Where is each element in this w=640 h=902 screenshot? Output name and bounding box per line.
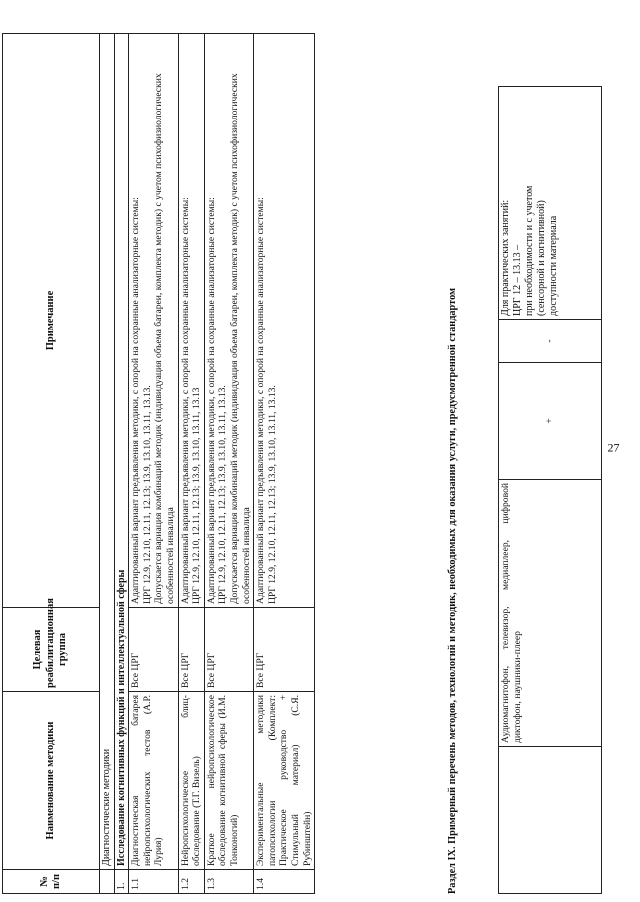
section-title: Раздел IX. Примерный перечень методов, технологий и методик, необходимых для оказания услуги, предусмотренной стандартом — [447, 287, 458, 894]
practice-note — [499, 87, 602, 320]
method-name: Нейропсихологическое блиц-обследование (Т.Г. Визель) — [178, 692, 204, 870]
method-note — [178, 34, 204, 608]
method-name: Краткое нейропсихологическое обследование когнитивной сферы (И.М. Тонконогий) — [204, 692, 253, 870]
row-num: 1.4 — [254, 870, 315, 894]
equipment-cell: Аудиомагнитофон, телевизор, медиаплеер, цифровой диктофон, наушники-плеер — [499, 480, 602, 747]
note-line: ЦРГ 12.9, 12.10, 12.11, 12.13; 13.9, 13.10, 13.11, 13.13 — [191, 387, 203, 604]
page-number: 27 — [607, 440, 620, 455]
header-note: Примечание — [3, 34, 100, 608]
empty-cell — [499, 747, 602, 894]
subgroup-num: 1. — [114, 870, 129, 894]
method-note — [254, 34, 315, 608]
note-line: Для практических занятий: — [500, 199, 511, 316]
note-line: Адаптированный вариант предъявления методики, с опорой на сохранные анализаторные системы: — [205, 197, 217, 604]
target-group: Все ЦРГ — [178, 608, 204, 692]
methods-table — [2, 33, 315, 894]
subgroup-row — [114, 34, 129, 894]
target-group: Все ЦРГ — [254, 608, 315, 692]
header-row — [3, 34, 100, 894]
header-name: Наименование методики — [3, 692, 100, 870]
table-row — [178, 34, 204, 894]
subgroup-title: Исследование когнитивных функций и интеллектуальной сферы — [114, 34, 129, 870]
table-row — [129, 34, 178, 894]
note-line: ЦРГ 12.9, 12.10, 12.11, 12.13; 13.9, 13.10, 13.11, 13.13. — [217, 385, 229, 604]
note-line: Адаптированный вариант предъявления методики, с опорой на сохранные анализаторные системы: — [130, 197, 142, 604]
note-line: ЦРГ 12.9, 12.10, 12.11, 12.13; 13.9, 13.10, 13.11, 13.13. — [141, 385, 153, 604]
equipment-table — [498, 86, 602, 894]
note-line: Допускается вариация комбинаций методик (индивидуация объема батареи, комплекта методик) с учетом психофизиологических особенностей инвалида — [153, 73, 176, 604]
note-line: ЦРГ 12.9, 12.10, 12.11, 12.13; 13.9, 13.10, 13.11, 13.13. — [266, 385, 278, 604]
group-title: Диагностические методики — [100, 34, 115, 870]
header-group: Целевая реабилитационная группа — [3, 608, 100, 692]
note-line: Адаптированный вариант предъявления методики, с опорой на сохранные анализаторные системы: — [255, 197, 267, 604]
method-note — [129, 34, 178, 608]
method-name: Диагностическая батарея нейропсихологических тестов (А.Р. Лурия) — [129, 692, 178, 870]
table-row — [499, 87, 602, 894]
note-line: доступности материала — [548, 215, 559, 316]
table-row — [254, 34, 315, 894]
plus-mark: + — [499, 363, 602, 480]
group-row — [100, 34, 115, 894]
row-num: 1.1 — [129, 870, 178, 894]
note-line: (сенсорной и когнитивной) — [536, 200, 547, 316]
header-num: № п/п — [3, 870, 100, 894]
row-num: 1.2 — [178, 870, 204, 894]
note-line: Допускается вариация комбинаций методик (индивидуация объема батареи, комплекта методик) с учетом психофизиологических особенностей инвалида — [228, 73, 252, 604]
target-group: Все ЦРГ — [129, 608, 178, 692]
note-line: при необходимости и с учетом — [524, 185, 535, 316]
note-line: ЦРГ 12 – 13.13 – — [512, 244, 523, 316]
table-row — [204, 34, 253, 894]
method-note — [204, 34, 253, 608]
method-name: Экспериментальные методики патопсихологии (Комплект: Практическое руководство + Стимульный материал) (С.Я. Рубинштейн) — [254, 692, 315, 870]
note-line: Адаптированный вариант предъявления методики, с опорой на сохранные анализаторные системы: — [179, 197, 191, 604]
row-num: 1.3 — [204, 870, 253, 894]
dash-mark: - — [499, 320, 602, 363]
empty-cell — [100, 870, 115, 894]
target-group: Все ЦРГ — [204, 608, 253, 692]
